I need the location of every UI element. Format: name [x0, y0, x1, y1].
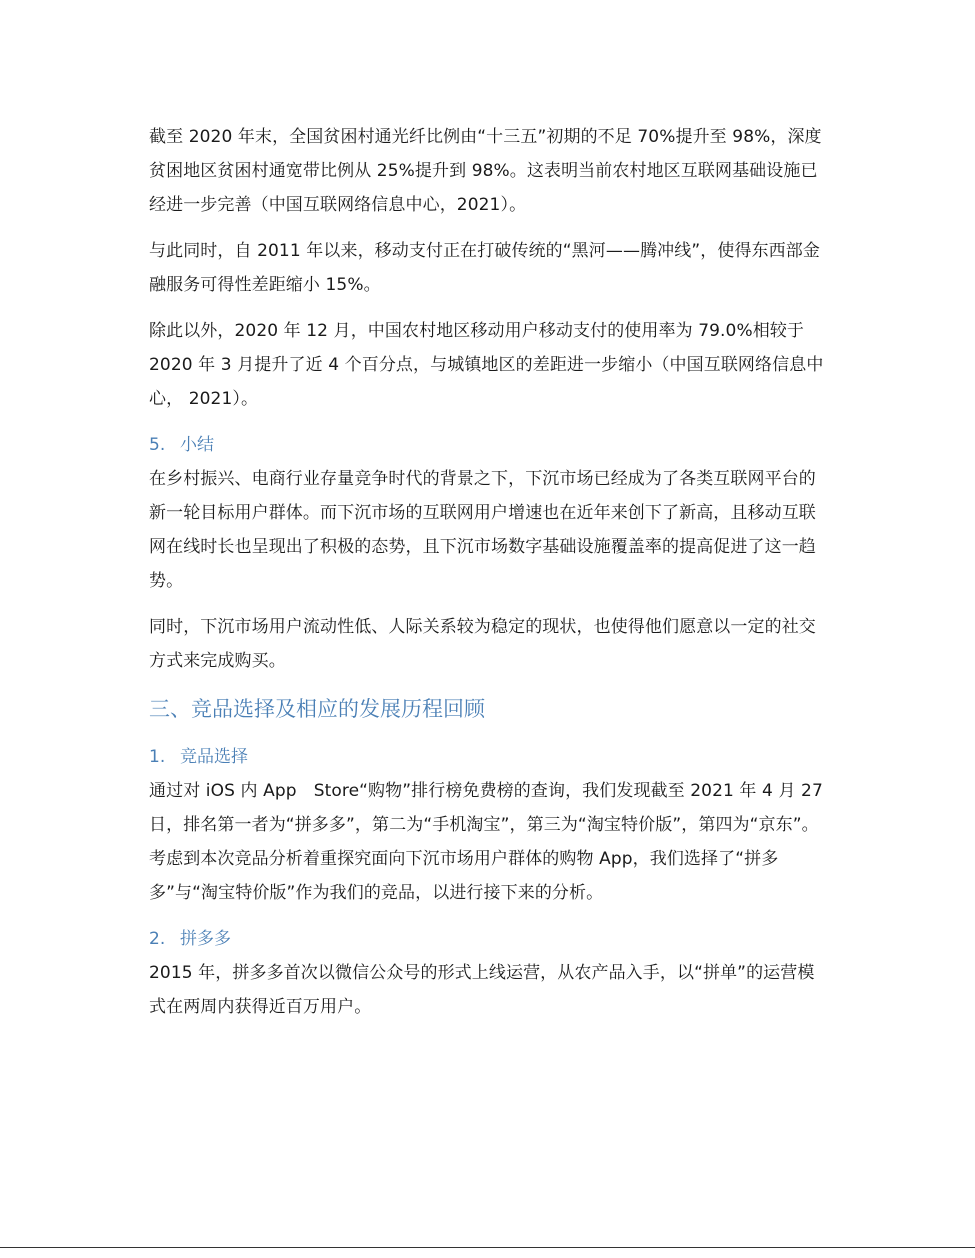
subheading-label: 小结 — [180, 435, 214, 455]
subheading-number: 2. — [149, 929, 166, 949]
paragraph-fiber-coverage: 截至 2020 年末，全国贫困村通光纤比例由“十三五”初期的不足 70%提升至 98%，深度贫困地区贫困村通宽带比例从 25%提升到 98%。这表明当前农村地区互联网基础设施已经进一步完善（中国互联网络信息中心，2021）。 — [149, 127, 822, 215]
document-body — [149, 120, 829, 1024]
subheading-summary — [149, 428, 829, 462]
subheading-label: 拼多多 — [180, 929, 231, 949]
subheading-competitor-selection — [149, 740, 829, 774]
subheading-number: 1. — [149, 747, 166, 767]
page-bottom-divider — [0, 1247, 975, 1248]
subheading-label: 竞品选择 — [180, 747, 248, 767]
subheading-number: 5. — [149, 435, 166, 455]
paragraph-lower-tier-market: 在乡村振兴、电商行业存量竞争时代的背景之下，下沉市场已经成为了各类互联网平台的新一轮目标用户群体。而下沉市场的互联网用户增速也在近年来创下了新高，且移动互联网在线时长也呈现出了积极的态势，且下沉市场数字基础设施覆盖率的提高促进了这一趋势。 — [149, 469, 816, 591]
paragraph-social-buying: 同时，下沉市场用户流动性低、人际关系较为稳定的现状，也使得他们愿意以一定的社交方式来完成购买。 — [149, 617, 816, 671]
section-title: 三、竞品选择及相应的发展历程回顾 — [149, 697, 485, 721]
paragraph-pinduoduo-history: 2015 年，拼多多首次以微信公众号的形式上线运营，从农产品入手，以“拼单”的运营模式在两周内获得近百万用户。 — [149, 963, 815, 1017]
paragraph-mobile-payment: 与此同时，自 2011 年以来，移动支付正在打破传统的“黑河——腾冲线”，使得东西部金融服务可得性差距缩小 15%。 — [149, 241, 820, 295]
subheading-pinduoduo — [149, 922, 829, 956]
paragraph-rural-payment-rate: 除此以外，2020 年 12 月，中国农村地区移动用户移动支付的使用率为 79.0%相较于 2020 年 3 月提升了近 4 个百分点，与城镇地区的差距进一步缩小（中国互联网络信息中心， 2021）。 — [149, 321, 824, 409]
paragraph-app-store-ranking: 通过对 iOS 内 App Store“购物”排行榜免费榜的查询，我们发现截至 2021 年 4 月 27 日，排名第一者为“拼多多”，第二为“手机淘宝”，第三为“淘宝特价版”，第四为“京东”。考虑到本次竞品分析着重探究面向下沉市场用户群体的购物 App，我们选择了“拼多多”与“淘宝特价版”作为我们的竞品，以进行接下来的分析。 — [149, 781, 823, 903]
